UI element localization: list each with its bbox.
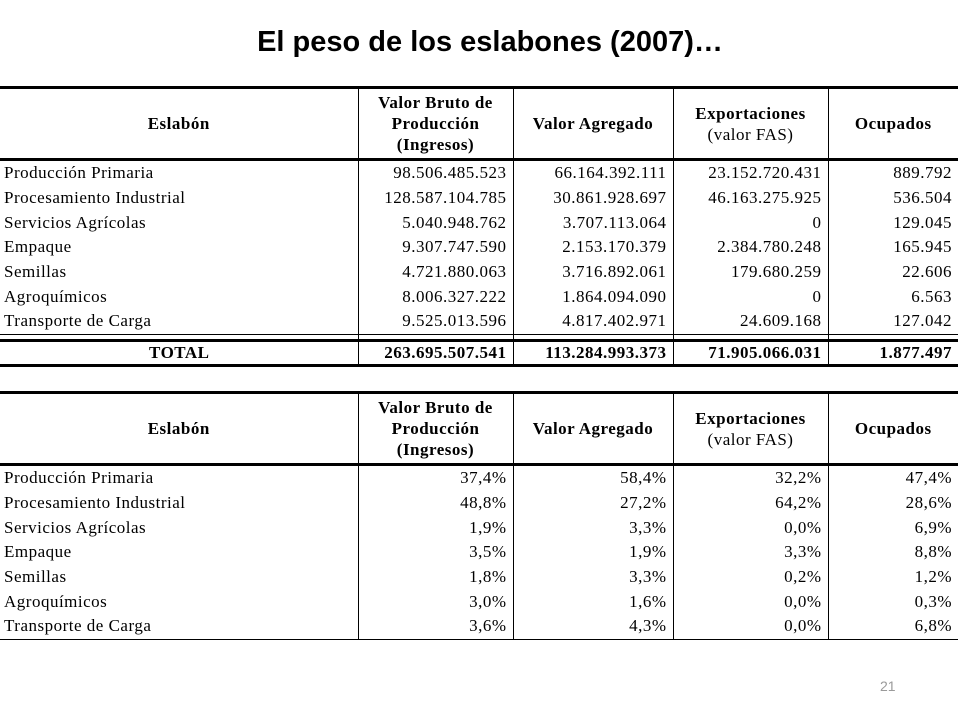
row-label: Servicios Agrícolas bbox=[4, 212, 147, 232]
cell-exp: 0 bbox=[673, 284, 828, 309]
cell-va: 3.716.892.061 bbox=[513, 260, 673, 285]
table-row bbox=[0, 540, 958, 565]
row-label: Procesamiento Industrial bbox=[4, 493, 186, 513]
total-ocupados: 1.877.497 bbox=[828, 340, 958, 365]
header-exp-line2: (valor FAS) bbox=[707, 124, 794, 144]
header-vbp-line3: (Ingresos) bbox=[396, 135, 475, 154]
cell-ocupados: 22.606 bbox=[828, 260, 958, 285]
cell-vbp: 3,0% bbox=[358, 589, 513, 614]
cell-vbp: 1,9% bbox=[358, 515, 513, 540]
cell-ocupados: 165.945 bbox=[828, 235, 958, 260]
cell-vbp: 4.721.880.063 bbox=[358, 260, 513, 285]
cell-vbp: 37,4% bbox=[358, 465, 513, 491]
table-row bbox=[0, 589, 958, 614]
row-label: Semillas bbox=[4, 567, 67, 587]
header-vbp-line1: Valor Bruto de bbox=[378, 93, 493, 112]
cell-ocupados: 6,9% bbox=[828, 515, 958, 540]
table-row bbox=[0, 491, 958, 516]
cell-vbp: 1,8% bbox=[358, 565, 513, 590]
cell-ocupados: 127.042 bbox=[828, 309, 958, 334]
cell-exp: 24.609.168 bbox=[673, 309, 828, 334]
cell-vbp: 3,6% bbox=[358, 614, 513, 639]
header-row bbox=[0, 393, 958, 465]
table-row bbox=[0, 465, 958, 491]
cell-ocupados: 28,6% bbox=[828, 491, 958, 516]
cell-ocupados: 1,2% bbox=[828, 565, 958, 590]
row-label: Empaque bbox=[4, 542, 72, 562]
cell-vbp: 128.587.104.785 bbox=[358, 186, 513, 211]
cell-va: 1.864.094.090 bbox=[513, 284, 673, 309]
row-label: Semillas bbox=[4, 262, 67, 282]
header-vbp-line1: Valor Bruto de bbox=[378, 398, 493, 417]
table-row bbox=[0, 160, 958, 186]
page-number: 21 bbox=[880, 678, 896, 694]
cell-ocupados: 889.792 bbox=[828, 160, 958, 186]
row-label: Agroquímicos bbox=[4, 591, 108, 611]
cell-va: 30.861.928.697 bbox=[513, 186, 673, 211]
header-exp bbox=[673, 88, 828, 160]
header-eslabon: Eslabón bbox=[147, 114, 210, 133]
row-label: Transporte de Carga bbox=[0, 309, 358, 334]
header-vbp bbox=[358, 393, 513, 465]
cell-ocupados: 6,8% bbox=[828, 614, 958, 639]
cell-exp: 2.384.780.248 bbox=[673, 235, 828, 260]
cell-vbp: 9.525.013.596 bbox=[358, 309, 513, 334]
values-table bbox=[0, 86, 958, 367]
row-label: Producción Primaria bbox=[4, 468, 154, 488]
cell-va: 66.164.392.111 bbox=[513, 160, 673, 186]
row-label: Servicios Agrícolas bbox=[4, 517, 147, 537]
header-vbp-line3: (Ingresos) bbox=[396, 440, 475, 459]
header-exp-line1: Exportaciones bbox=[695, 103, 806, 123]
cell-exp: 0,0% bbox=[673, 614, 828, 639]
row-label: Procesamiento Industrial bbox=[4, 188, 186, 208]
cell-va: 1,9% bbox=[513, 540, 673, 565]
cell-va: 3,3% bbox=[513, 515, 673, 540]
cell-exp: 0,0% bbox=[673, 515, 828, 540]
table-row bbox=[0, 235, 958, 260]
percent-table bbox=[0, 391, 958, 640]
cell-exp: 46.163.275.925 bbox=[673, 186, 828, 211]
cell-exp: 0 bbox=[673, 210, 828, 235]
cell-exp: 0,0% bbox=[673, 589, 828, 614]
table-row bbox=[0, 515, 958, 540]
cell-ocupados: 0,3% bbox=[828, 589, 958, 614]
cell-vbp: 5.040.948.762 bbox=[358, 210, 513, 235]
header-row bbox=[0, 88, 958, 160]
cell-va: 4,3% bbox=[513, 614, 673, 639]
cell-ocupados: 47,4% bbox=[828, 465, 958, 491]
cell-va: 27,2% bbox=[513, 491, 673, 516]
table-row bbox=[0, 309, 958, 334]
header-vbp-line2: Producción bbox=[391, 114, 480, 133]
row-label: Agroquímicos bbox=[4, 286, 108, 306]
header-vbp bbox=[358, 88, 513, 160]
table-row bbox=[0, 284, 958, 309]
row-label: Producción Primaria bbox=[4, 163, 154, 183]
header-ocupados: Ocupados bbox=[828, 393, 958, 465]
cell-vbp: 9.307.747.590 bbox=[358, 235, 513, 260]
table-row bbox=[0, 260, 958, 285]
header-exp-line2: (valor FAS) bbox=[707, 429, 794, 449]
total-row bbox=[0, 340, 958, 365]
header-exp bbox=[673, 393, 828, 465]
cell-vbp: 3,5% bbox=[358, 540, 513, 565]
header-ocupados: Ocupados bbox=[828, 88, 958, 160]
header-exp-line1: Exportaciones bbox=[695, 408, 806, 428]
cell-exp: 179.680.259 bbox=[673, 260, 828, 285]
header-va: Valor Agregado bbox=[513, 88, 673, 160]
total-vbp: 263.695.507.541 bbox=[358, 340, 513, 365]
cell-vbp: 8.006.327.222 bbox=[358, 284, 513, 309]
cell-ocupados: 129.045 bbox=[828, 210, 958, 235]
total-va: 113.284.993.373 bbox=[513, 340, 673, 365]
table-row bbox=[0, 614, 958, 639]
total-exp: 71.905.066.031 bbox=[673, 340, 828, 365]
cell-exp: 64,2% bbox=[673, 491, 828, 516]
cell-exp: 3,3% bbox=[673, 540, 828, 565]
cell-va: 1,6% bbox=[513, 589, 673, 614]
cell-exp: 23.152.720.431 bbox=[673, 160, 828, 186]
cell-exp: 0,2% bbox=[673, 565, 828, 590]
total-label: TOTAL bbox=[149, 342, 210, 362]
header-vbp-line2: Producción bbox=[391, 419, 480, 438]
cell-ocupados: 8,8% bbox=[828, 540, 958, 565]
row-label: Empaque bbox=[4, 237, 72, 257]
table-row bbox=[0, 565, 958, 590]
cell-va: 58,4% bbox=[513, 465, 673, 491]
cell-ocupados: 6.563 bbox=[828, 284, 958, 309]
table-row bbox=[0, 186, 958, 211]
cell-vbp: 98.506.485.523 bbox=[358, 160, 513, 186]
row-label: Transporte de Carga bbox=[0, 614, 358, 639]
cell-ocupados: 536.504 bbox=[828, 186, 958, 211]
cell-va: 4.817.402.971 bbox=[513, 309, 673, 334]
header-eslabon: Eslabón bbox=[147, 419, 210, 438]
cell-exp: 32,2% bbox=[673, 465, 828, 491]
slide-title: El peso de los eslabones (2007)… bbox=[257, 26, 723, 58]
cell-vbp: 48,8% bbox=[358, 491, 513, 516]
cell-va: 3,3% bbox=[513, 565, 673, 590]
cell-va: 2.153.170.379 bbox=[513, 235, 673, 260]
table-row bbox=[0, 210, 958, 235]
header-va: Valor Agregado bbox=[513, 393, 673, 465]
cell-va: 3.707.113.064 bbox=[513, 210, 673, 235]
